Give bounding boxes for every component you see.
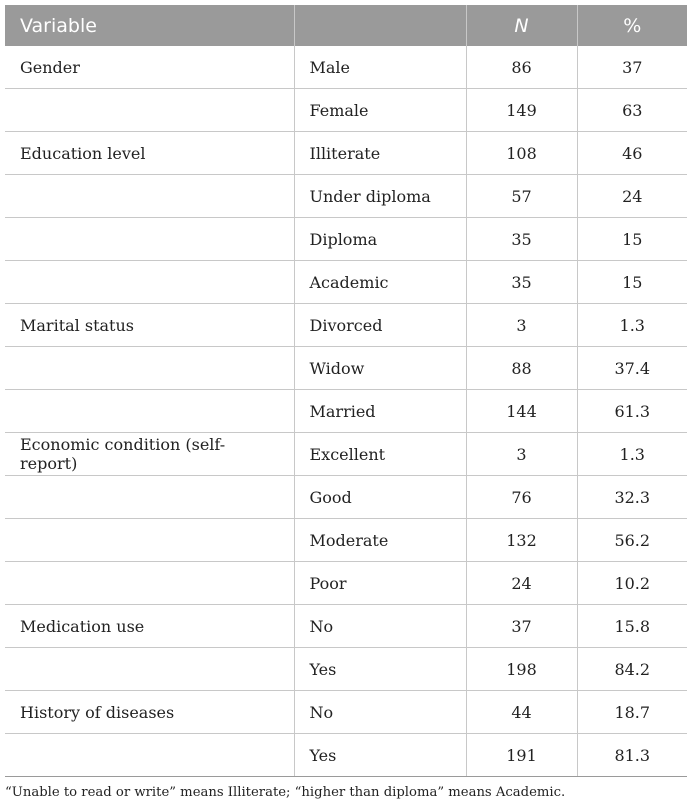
variable-cell: History of diseases [5,691,294,734]
count-cell: 198 [466,648,577,691]
percent-cell: 10.2 [577,562,687,605]
percent-cell: 61.3 [577,390,687,433]
variable-cell [5,175,294,218]
category-cell: No [294,605,466,648]
count-cell: 35 [466,261,577,304]
category-cell: Excellent [294,433,466,476]
table-row [5,347,687,390]
percent-cell: 15 [577,218,687,261]
table-header-row [5,5,687,46]
percent-cell: 24 [577,175,687,218]
category-cell: Diploma [294,218,466,261]
header-variable: Variable [5,5,294,46]
table-row [5,218,687,261]
percent-cell: 32.3 [577,476,687,519]
percent-cell: 46 [577,132,687,175]
table-row [5,519,687,562]
category-cell: Divorced [294,304,466,347]
variable-cell: Marital status [5,304,294,347]
table-row [5,46,687,89]
demographics-table [5,5,687,777]
category-cell: Good [294,476,466,519]
count-cell: 76 [466,476,577,519]
count-cell: 35 [466,218,577,261]
category-cell: Yes [294,734,466,777]
category-cell: Poor [294,562,466,605]
table-row [5,304,687,347]
table-row [5,261,687,304]
variable-cell [5,261,294,304]
count-cell: 88 [466,347,577,390]
percent-cell: 15 [577,261,687,304]
count-cell: 86 [466,46,577,89]
category-cell: Female [294,89,466,132]
count-cell: 24 [466,562,577,605]
variable-cell [5,734,294,777]
table-row [5,691,687,734]
variable-cell [5,218,294,261]
variable-cell [5,89,294,132]
variable-cell [5,648,294,691]
percent-cell: 15.8 [577,605,687,648]
count-cell: 3 [466,433,577,476]
table-row [5,132,687,175]
percent-cell: 84.2 [577,648,687,691]
variable-cell: Education level [5,132,294,175]
count-cell: 57 [466,175,577,218]
percent-cell: 1.3 [577,304,687,347]
header-category [294,5,466,46]
percent-cell: 37.4 [577,347,687,390]
header-percent: % [577,5,687,46]
variable-cell [5,476,294,519]
category-cell: Academic [294,261,466,304]
percent-cell: 63 [577,89,687,132]
table-row [5,648,687,691]
variable-cell [5,519,294,562]
count-cell: 144 [466,390,577,433]
category-cell: Married [294,390,466,433]
count-cell: 149 [466,89,577,132]
count-cell: 3 [466,304,577,347]
category-cell: Widow [294,347,466,390]
variable-cell [5,390,294,433]
table-row [5,89,687,132]
count-cell: 37 [466,605,577,648]
header-n: N [466,5,577,46]
table-row [5,734,687,777]
variable-cell: Gender [5,46,294,89]
count-cell: 191 [466,734,577,777]
table-row [5,562,687,605]
percent-cell: 1.3 [577,433,687,476]
count-cell: 44 [466,691,577,734]
variable-cell [5,347,294,390]
count-cell: 108 [466,132,577,175]
percent-cell: 81.3 [577,734,687,777]
category-cell: Moderate [294,519,466,562]
category-cell: Illiterate [294,132,466,175]
count-cell: 132 [466,519,577,562]
category-cell: Under diploma [294,175,466,218]
category-cell: Yes [294,648,466,691]
variable-cell [5,562,294,605]
category-cell: No [294,691,466,734]
category-cell: Male [294,46,466,89]
percent-cell: 18.7 [577,691,687,734]
variable-cell: Medication use [5,605,294,648]
table-row [5,476,687,519]
table-row [5,175,687,218]
table-row [5,390,687,433]
variable-cell: Economic condition (self-report) [5,433,294,476]
percent-cell: 56.2 [577,519,687,562]
table-row [5,433,687,476]
percent-cell: 37 [577,46,687,89]
table-footnote: “Unable to read or write” means Illiterate; “higher than diploma” means Academic. [5,785,566,800]
table-row [5,605,687,648]
